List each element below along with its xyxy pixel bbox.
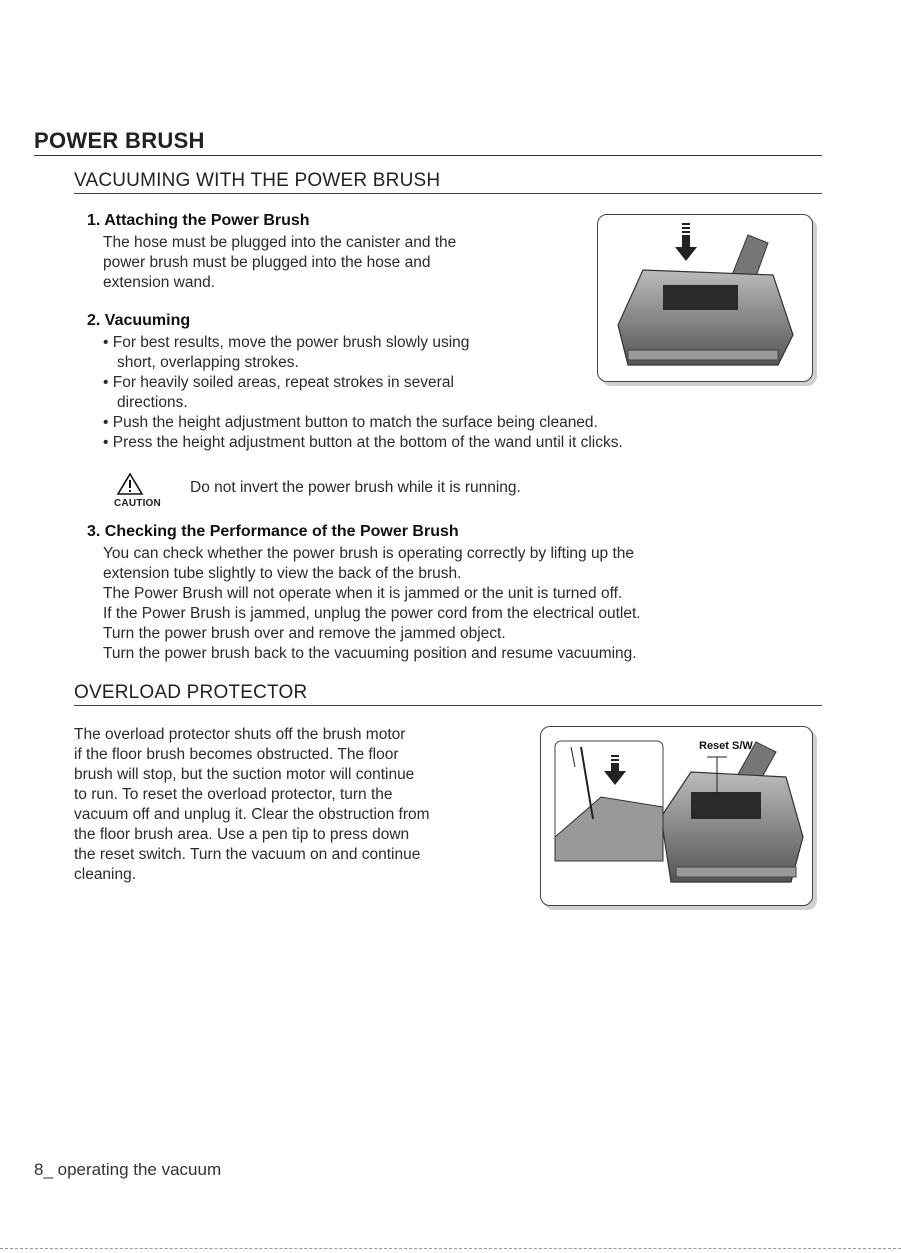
text-line: If the Power Brush is jammed, unplug the power cord from the electrical outlet. xyxy=(103,605,641,622)
text-line: vacuum off and unplug it. Clear the obstruction from xyxy=(74,806,430,823)
bullet-continuation: short, overlapping strokes. xyxy=(117,354,299,371)
section-title-overload: OVERLOAD PROTECTOR xyxy=(74,682,308,703)
text-line: The Power Brush will not operate when it is jammed or the unit is turned off. xyxy=(103,585,623,602)
overload-text xyxy=(74,725,430,885)
step-1-text xyxy=(103,233,456,293)
section-divider xyxy=(74,705,822,706)
bullet-item: • For heavily soiled areas, repeat strokes in several xyxy=(103,373,623,393)
section-divider xyxy=(74,193,822,194)
text-line: The overload protector shuts off the brush motor xyxy=(74,726,406,743)
reset-switch-illustration xyxy=(541,727,812,905)
caution-text: Do not invert the power brush while it is running. xyxy=(190,479,521,496)
step-2-bullets xyxy=(103,333,623,453)
reset-switch-label: Reset S/W xyxy=(699,740,753,752)
text-line: the floor brush area. Use a pen tip to press down xyxy=(74,826,410,843)
section-title-vacuuming: VACUUMING WITH THE POWER BRUSH xyxy=(74,170,441,191)
text-line: The hose must be plugged into the canister and the xyxy=(103,234,457,251)
text-line: Turn the power brush back to the vacuuming position and resume vacuuming. xyxy=(103,645,637,662)
reset-switch-image xyxy=(540,726,813,906)
page-bottom-divider xyxy=(0,1248,901,1249)
step-1-heading: 1. Attaching the Power Brush xyxy=(87,212,310,229)
caution-label: CAUTION xyxy=(114,498,161,509)
step-3-text xyxy=(103,544,641,664)
text-line: to run. To reset the overload protector, turn the xyxy=(74,786,393,803)
text-line: extension tube slightly to view the back of the brush. xyxy=(103,565,462,582)
text-line: Turn the power brush over and remove the jammed object. xyxy=(103,625,506,642)
text-line: the reset switch. Turn the vacuum on and continue xyxy=(74,846,421,863)
step-3-heading: 3. Checking the Performance of the Power Brush xyxy=(87,523,459,540)
text-line: if the floor brush becomes obstructed. The floor xyxy=(74,746,399,763)
bullet-item: • For best results, move the power brush slowly using xyxy=(103,333,623,353)
text-line: You can check whether the power brush is operating correctly by lifting up the xyxy=(103,545,635,562)
power-brush-image xyxy=(597,214,813,382)
text-line: cleaning. xyxy=(74,866,137,883)
down-arrow-icon xyxy=(675,223,697,261)
text-line: extension wand. xyxy=(103,274,216,291)
step-2-heading: 2. Vacuuming xyxy=(87,312,191,329)
page-footer: 8_ operating the vacuum xyxy=(34,1160,222,1179)
power-brush-illustration xyxy=(598,215,812,381)
page-title: POWER BRUSH xyxy=(34,128,205,153)
warning-triangle-icon xyxy=(116,472,144,496)
title-divider xyxy=(34,155,822,156)
bullet-item: • Push the height adjustment button to match the surface being cleaned. xyxy=(103,413,623,433)
text-line: power brush must be plugged into the hose and xyxy=(103,254,431,271)
bullet-item: • Press the height adjustment button at the bottom of the wand until it clicks. xyxy=(103,433,623,453)
text-line: brush will stop, but the suction motor will continue xyxy=(74,766,415,783)
bullet-continuation: directions. xyxy=(117,394,188,411)
